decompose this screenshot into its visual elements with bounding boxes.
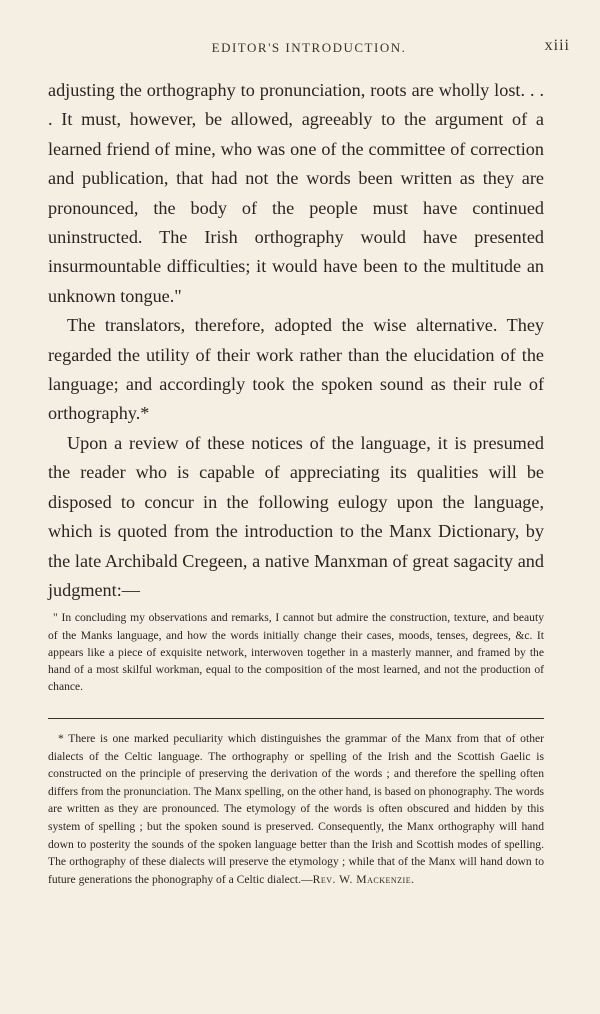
block-quote: " In concluding my observations and remarks, I cannot but admire the construction, texture, and beauty of the Manks language, and how the words initially change their cases, moods, tenses, degrees, &c. It appears like a piece of exquisite network, interwoven together in a masterly manner, and framed by the hand of a most skilful workman, equal to the composition of the most learned, and not the production of chance.	[48, 611, 544, 694]
footnote-text: * There is one marked peculiarity which distinguishes the grammar of the Manx from that of other dialects of the Celtic language. The orthography or spelling of the Irish and the Scottish Gaelic is constructed on the principle of preserving the derivation of the words ; and therefore the spelling often differs from the pronunciation. The Manx spelling, on the other hand, is based on phonography. The words are written as they are pronounced. The etymology of the words is often obscured and hidden by this system of spelling ; but the spoken sound is preserved. Consequently, the Manx orthography will hand down to posterity the sounds of the spoken language better than the Irish and Scottish modes of spelling. The orthography of these dialects will preserve the etymology ; while that of the Manx will hand down to future generations the phonography of a Celtic dialect.—	[48, 732, 544, 886]
paragraph-eulogy-intro: Upon a review of these notices of the language, it is presumed the reader who is capable of appreciating its qualities will be disposed to concur in the following eulogy upon the language, which is quoted from the introduction to the Manx Dictionary, by the late Archibald Cregeen, a native Manxman of great sagacity and judgment:—	[48, 432, 544, 600]
page-number: xiii	[544, 37, 570, 54]
footnote-signature: Rev. W. Mackenzie.	[312, 872, 415, 886]
paragraph-continuation: adjusting the orthography to pronunciation, roots are wholly lost. . . . It must, however, be allowed, agreeably to the argument of a learned friend of mine, who was one of the committee of correction and publication, that had not the words been written as they are pronounced, the body of the people must have continued uninstructed. The Irish orthography would have presented insurmountable difficulties; it would have been to the multitude an unknown tongue."	[48, 80, 544, 306]
running-head	[48, 37, 570, 62]
running-title: EDITOR'S INTRODUCTION.	[211, 40, 407, 55]
body-text	[48, 76, 544, 695]
paragraph-translators: The translators, therefore, adopted the wise alternative. They regarded the utility of their work rather than the elucidation of the language; and accordingly took the spoken sound as their rule of orthography.*	[48, 315, 544, 424]
footnote-rule	[48, 718, 544, 719]
footnote	[48, 730, 544, 888]
